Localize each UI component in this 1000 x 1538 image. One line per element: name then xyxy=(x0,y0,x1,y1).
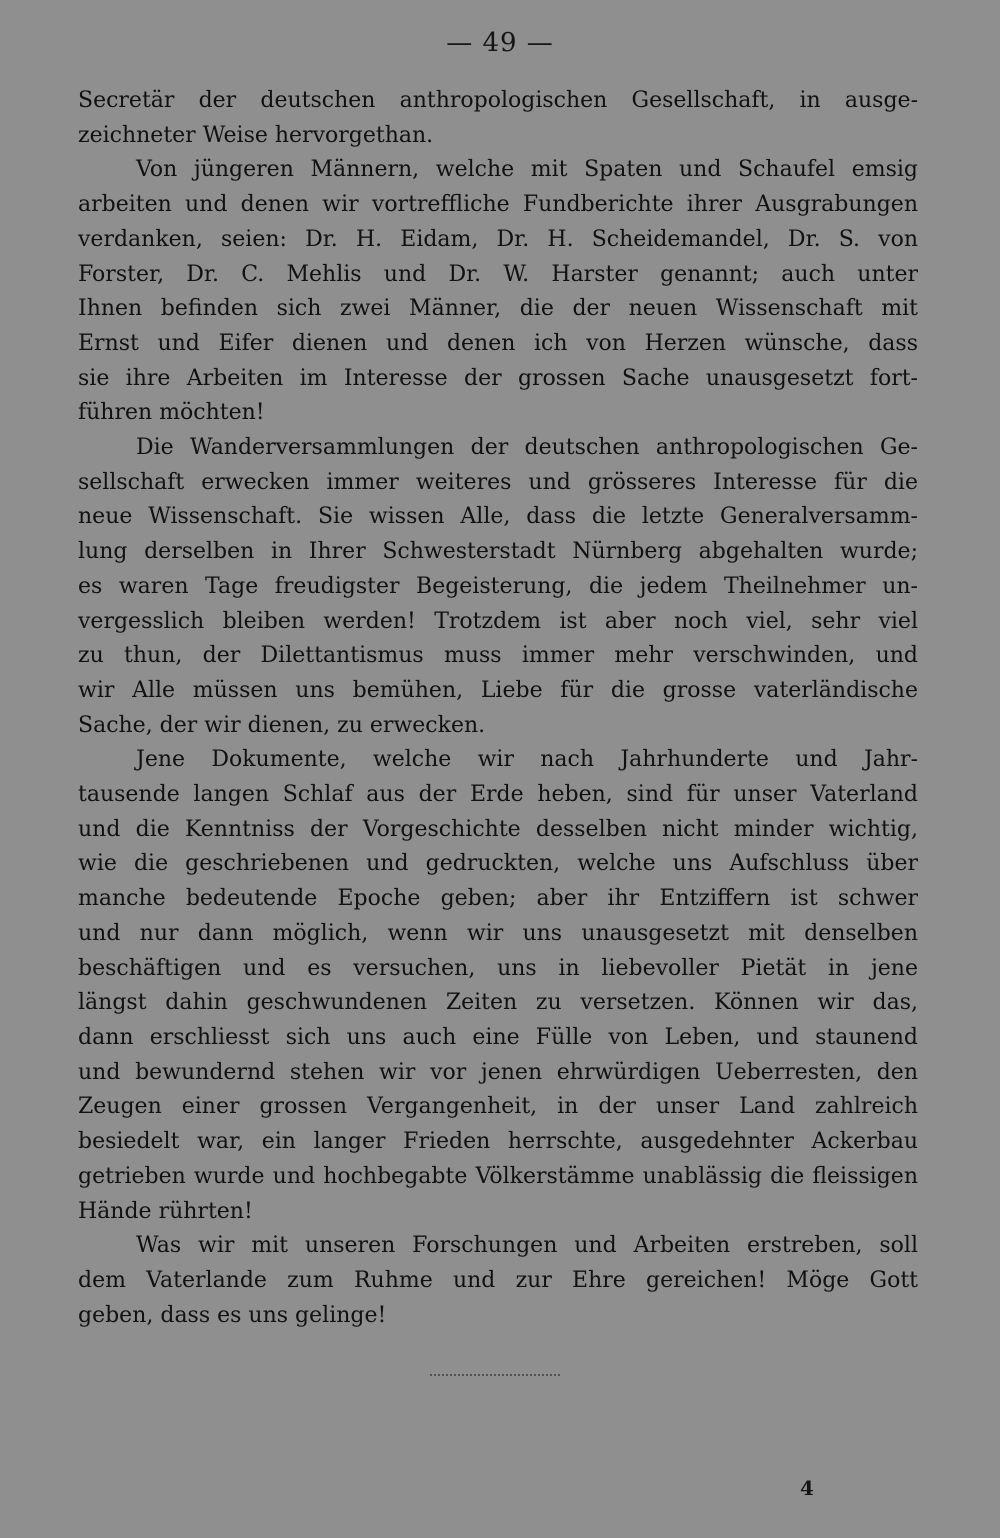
text-line: zeichneter Weise hervorgethan. xyxy=(78,122,434,148)
text-line: Sache, der wir dienen, zu erwecken. xyxy=(78,712,486,738)
text-line: und bewundernd stehen wir vor jenen ehrwürdigen Ueberresten, den xyxy=(78,1059,918,1085)
text-line: Ihnen befinden sich zwei Männer, die der neuen Wissenschaft mit xyxy=(78,296,918,322)
text-line: dem Vaterlande zum Ruhme und zur Ehre gereichen! Möge Gott xyxy=(78,1267,918,1293)
end-separator xyxy=(430,1374,560,1376)
text-line: manche bedeutende Epoche geben; aber ihr Entziffern ist schwer xyxy=(78,886,918,912)
text-line: zu thun, der Dilettantismus muss immer mehr verschwinden, und xyxy=(78,643,918,669)
text-line: beschäftigen und es versuchen, uns in liebevoller Pietät in jene xyxy=(78,955,918,981)
text-line: verdanken, seien: Dr. H. Eidam, Dr. H. Scheidemandel, Dr. S. von xyxy=(78,226,918,252)
text-line: und nur dann möglich, wenn wir uns unausgesetzt mit denselben xyxy=(78,920,918,946)
text-line: Die Wanderversammlungen der deutschen anthropologischen Ge- xyxy=(136,435,918,461)
text-line: Hände rührten! xyxy=(78,1198,253,1224)
text-line: lung derselben in Ihrer Schwesterstadt Nürnberg abgehalten wurde; xyxy=(78,539,918,565)
text-line: getrieben wurde und hochbegabte Völkerstämme unablässig die fleissigen xyxy=(78,1163,918,1189)
text-line: längst dahin geschwundenen Zeiten zu versetzen. Können wir das, xyxy=(78,990,918,1016)
text-line: wir Alle müssen uns bemühen, Liebe für die grosse vaterländische xyxy=(78,677,918,703)
text-line: führen möchten! xyxy=(78,400,265,426)
text-line: Jene Dokumente, welche wir nach Jahrhunderte und Jahr- xyxy=(136,747,918,773)
text-line: dann erschliesst sich uns auch eine Fülle von Leben, und staunend xyxy=(78,1024,918,1050)
text-line: und die Kenntniss der Vorgeschichte desselben nicht minder wichtig, xyxy=(78,816,918,842)
page-number: — 49 — xyxy=(446,28,554,58)
text-line: Ernst und Eifer dienen und denen ich von Herzen wünsche, dass xyxy=(78,330,918,356)
text-line: Zeugen einer grossen Vergangenheit, in der unser Land zahlreich xyxy=(78,1094,918,1120)
body-text xyxy=(78,84,918,1333)
text-line: vergesslich bleiben werden! Trotzdem ist aber noch viel, sehr viel xyxy=(78,608,918,634)
text-line: wie die geschriebenen und gedruckten, welche uns Aufschluss über xyxy=(78,851,918,877)
text-line: Von jüngeren Männern, welche mit Spaten und Schaufel emsig xyxy=(136,157,918,183)
text-line: geben, dass es uns gelinge! xyxy=(78,1302,387,1328)
text-line: neue Wissenschaft. Sie wissen Alle, dass die letzte Generalversamm- xyxy=(78,504,918,530)
text-line: Secretär der deutschen anthropologischen Gesellschaft, in ausge- xyxy=(78,88,918,113)
text-line: besiedelt war, ein langer Frieden herrschte, ausgedehnter Ackerbau xyxy=(78,1129,918,1155)
text-line: es waren Tage freudigster Begeisterung, die jedem Theilnehmer un- xyxy=(78,573,918,599)
text-line: arbeiten und denen wir vortreffliche Fundberichte ihrer Ausgrabungen xyxy=(78,192,918,218)
text-line: Forster, Dr. C. Mehlis und Dr. W. Harster genannt; auch unter xyxy=(78,261,918,287)
text-line: sellschaft erwecken immer weiteres und grösseres Interesse für die xyxy=(78,469,918,495)
signature-mark: 4 xyxy=(800,1476,814,1500)
text-line: Was wir mit unseren Forschungen und Arbeiten erstreben, soll xyxy=(136,1233,918,1259)
text-line: sie ihre Arbeiten im Interesse der grossen Sache unausgesetzt fort- xyxy=(78,365,918,391)
text-line: tausende langen Schlaf aus der Erde heben, sind für unser Vaterland xyxy=(78,782,918,808)
